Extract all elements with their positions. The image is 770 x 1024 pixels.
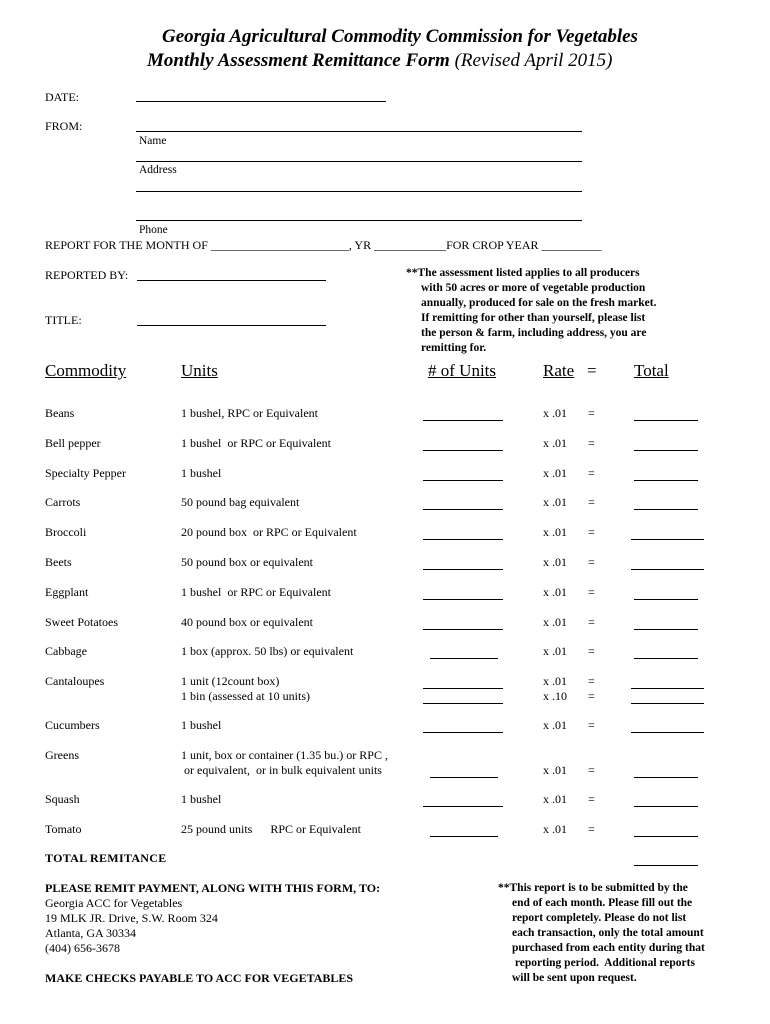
submit-note-line: end of each month. Please fill out the [512, 897, 693, 909]
equals-sign: = [588, 406, 595, 420]
total-remittance-field[interactable] [634, 865, 698, 866]
equals-sign: = [588, 555, 595, 569]
total-field[interactable] [634, 777, 698, 778]
report-month-line[interactable]: REPORT FOR THE MONTH OF _______________________, YR ____________FOR CROP YEAR __________ [45, 238, 602, 252]
total-field[interactable] [634, 480, 698, 481]
submit-note-line: purchased from each entity during that [512, 942, 705, 954]
rate-value: x .01 [543, 495, 567, 509]
producer-note-line: annually, produced for sale on the fresh market. [421, 297, 657, 309]
commodity-units: 1 bushel, RPC or Equivalent [181, 406, 318, 420]
rate-value: x .01 [543, 436, 567, 450]
producer-note [406, 266, 706, 356]
equals-sign: = [588, 822, 595, 836]
commodity-units: 1 bushel [181, 792, 222, 806]
rate-value: x .01 [543, 792, 567, 806]
reported-by-label: REPORTED BY: [45, 268, 129, 282]
name-label: Name [139, 135, 167, 147]
remit-address-line: (404) 656-3678 [45, 941, 120, 955]
checks-payable: MAKE CHECKS PAYABLE TO ACC FOR VEGETABLES [45, 971, 354, 985]
commodity-name: Greens [45, 748, 79, 762]
from-name-field[interactable] [136, 131, 582, 132]
total-field[interactable] [631, 703, 704, 704]
commodity-units: 1 bushel or RPC or Equivalent [181, 436, 331, 450]
total-field[interactable] [634, 509, 698, 510]
submit-note [498, 881, 758, 986]
header-total: Total [634, 361, 669, 380]
submit-note-line: **This report is to be submitted by the [498, 882, 688, 894]
num-units-field[interactable] [423, 480, 503, 481]
equals-sign: = [588, 615, 595, 629]
commodity-name: Broccoli [45, 525, 87, 539]
commodity-units: 40 pound box or equivalent [181, 615, 313, 629]
total-field[interactable] [634, 806, 698, 807]
remit-heading: PLEASE REMIT PAYMENT, ALONG WITH THIS FORM, TO: [45, 881, 381, 895]
total-field[interactable] [631, 569, 704, 570]
title-label: TITLE: [45, 313, 82, 327]
equals-sign: = [588, 436, 595, 450]
form-title-name: Monthly Assessment Remittance Form [147, 50, 450, 71]
total-field[interactable] [634, 420, 698, 421]
equals-sign: = [588, 644, 595, 658]
total-field[interactable] [634, 658, 698, 659]
equals-sign: = [588, 674, 595, 688]
from-address-field-1[interactable] [136, 161, 582, 162]
producer-note-line: with 50 acres or more of vegetable production [421, 282, 646, 294]
rate-value: x .01 [543, 644, 567, 658]
reported-by-field[interactable] [137, 280, 326, 281]
submit-note-line: will be sent upon request. [512, 972, 637, 984]
num-units-field[interactable] [430, 658, 498, 659]
num-units-field[interactable] [423, 420, 503, 421]
commodity-name: Sweet Potatoes [45, 615, 118, 629]
commodity-name: Squash [45, 792, 80, 806]
submit-note-line: report completely. Please do not list [512, 912, 687, 924]
header-commodity: Commodity [45, 361, 127, 380]
date-label: DATE: [45, 90, 79, 104]
num-units-field[interactable] [423, 732, 503, 733]
equals-sign: = [588, 792, 595, 806]
commodity-name: Tomato [45, 822, 82, 836]
commodity-name: Beans [45, 406, 75, 420]
rate-value: x .01 [543, 555, 567, 569]
equals-sign: = [588, 689, 595, 703]
num-units-field[interactable] [430, 836, 498, 837]
rate-value: x .01 [543, 585, 567, 599]
remit-address-line: Atlanta, GA 30334 [45, 926, 136, 940]
commodity-units: 50 pound box or equivalent [181, 555, 313, 569]
commodity-name: Eggplant [45, 585, 89, 599]
phone-label: Phone [139, 224, 168, 236]
producer-note-line: remitting for. [421, 342, 487, 354]
num-units-field[interactable] [423, 509, 503, 510]
num-units-field[interactable] [423, 629, 503, 630]
commodity-units: 1 bushel [181, 466, 222, 480]
title-field[interactable] [137, 325, 326, 326]
num-units-field[interactable] [423, 703, 503, 704]
num-units-field[interactable] [423, 688, 503, 689]
commodity-name: Carrots [45, 495, 81, 509]
from-address-field-2[interactable] [136, 191, 582, 192]
commodity-name: Bell pepper [45, 436, 101, 450]
equals-sign: = [588, 466, 595, 480]
header-rate: Rate [543, 361, 575, 380]
num-units-field[interactable] [423, 450, 503, 451]
producer-note-line: If remitting for other than yourself, please list [421, 312, 646, 324]
commodity-units: 1 bushel [181, 718, 222, 732]
num-units-field[interactable] [423, 806, 503, 807]
commodity-units: 1 unit (12count box) [181, 674, 280, 688]
total-field[interactable] [634, 599, 698, 600]
total-field[interactable] [631, 688, 704, 689]
producer-note-line: the person & farm, including address, you are [421, 327, 647, 339]
commodity-name: Cucumbers [45, 718, 100, 732]
remit-address-line: 19 MLK JR. Drive, S.W. Room 324 [45, 911, 218, 925]
commodity-units: 20 pound box or RPC or Equivalent [181, 525, 357, 539]
from-phone-field[interactable] [136, 220, 582, 221]
from-label: FROM: [45, 119, 83, 133]
commodity-name: Specialty Pepper [45, 466, 126, 480]
commodity-units: or equivalent, or in bulk equivalent units [181, 763, 382, 777]
num-units-field[interactable] [423, 539, 503, 540]
remit-address [45, 896, 375, 956]
total-field[interactable] [634, 450, 698, 451]
rate-value: x .10 [543, 689, 567, 703]
total-field[interactable] [634, 629, 698, 630]
submit-note-line: reporting period. Additional reports [512, 957, 695, 969]
commodity-units: 1 box (approx. 50 lbs) or equivalent [181, 644, 354, 658]
equals-sign: = [588, 585, 595, 599]
rate-value: x .01 [543, 674, 567, 688]
total-field[interactable] [634, 836, 698, 837]
commodity-units: 1 bin (assessed at 10 units) [181, 689, 310, 703]
rate-value: x .01 [543, 615, 567, 629]
header-units: Units [181, 361, 218, 380]
commodity-units: 1 unit, box or container (1.35 bu.) or RPC , [181, 748, 388, 762]
rate-value: x .01 [543, 466, 567, 480]
form-revision: (Revised April 2015) [454, 50, 613, 71]
equals-sign: = [588, 525, 595, 539]
rate-value: x .01 [543, 718, 567, 732]
submit-note-line: each transaction, only the total amount [512, 927, 704, 939]
rate-value: x .01 [543, 822, 567, 836]
equals-sign: = [588, 718, 595, 732]
producer-note-line: **The assessment listed applies to all producers [406, 267, 640, 279]
num-units-field[interactable] [423, 569, 503, 570]
total-field[interactable] [631, 539, 704, 540]
commodity-name: Cabbage [45, 644, 87, 658]
total-field[interactable] [631, 732, 704, 733]
commodity-units: 25 pound units RPC or Equivalent [181, 822, 361, 836]
num-units-field[interactable] [423, 599, 503, 600]
commodity-name: Beets [45, 555, 72, 569]
rate-value: x .01 [543, 406, 567, 420]
form-title-line1: Georgia Agricultural Commodity Commission for Vegetables [162, 26, 638, 47]
equals-sign: = [588, 763, 595, 777]
num-units-field[interactable] [430, 777, 498, 778]
header-num-units: # of Units [428, 361, 496, 380]
total-remittance-label: TOTAL REMITANCE [45, 851, 167, 865]
address-label: Address [139, 164, 177, 176]
commodity-name: Cantaloupes [45, 674, 105, 688]
rate-value: x .01 [543, 525, 567, 539]
equals-sign: = [588, 495, 595, 509]
commodity-units: 1 bushel or RPC or Equivalent [181, 585, 331, 599]
remit-address-line: Georgia ACC for Vegetables [45, 896, 183, 910]
header-equals: = [587, 361, 597, 380]
date-field[interactable] [136, 101, 386, 102]
commodity-units: 50 pound bag equivalent [181, 495, 300, 509]
form-title-line2 [147, 50, 613, 72]
rate-value: x .01 [543, 763, 567, 777]
